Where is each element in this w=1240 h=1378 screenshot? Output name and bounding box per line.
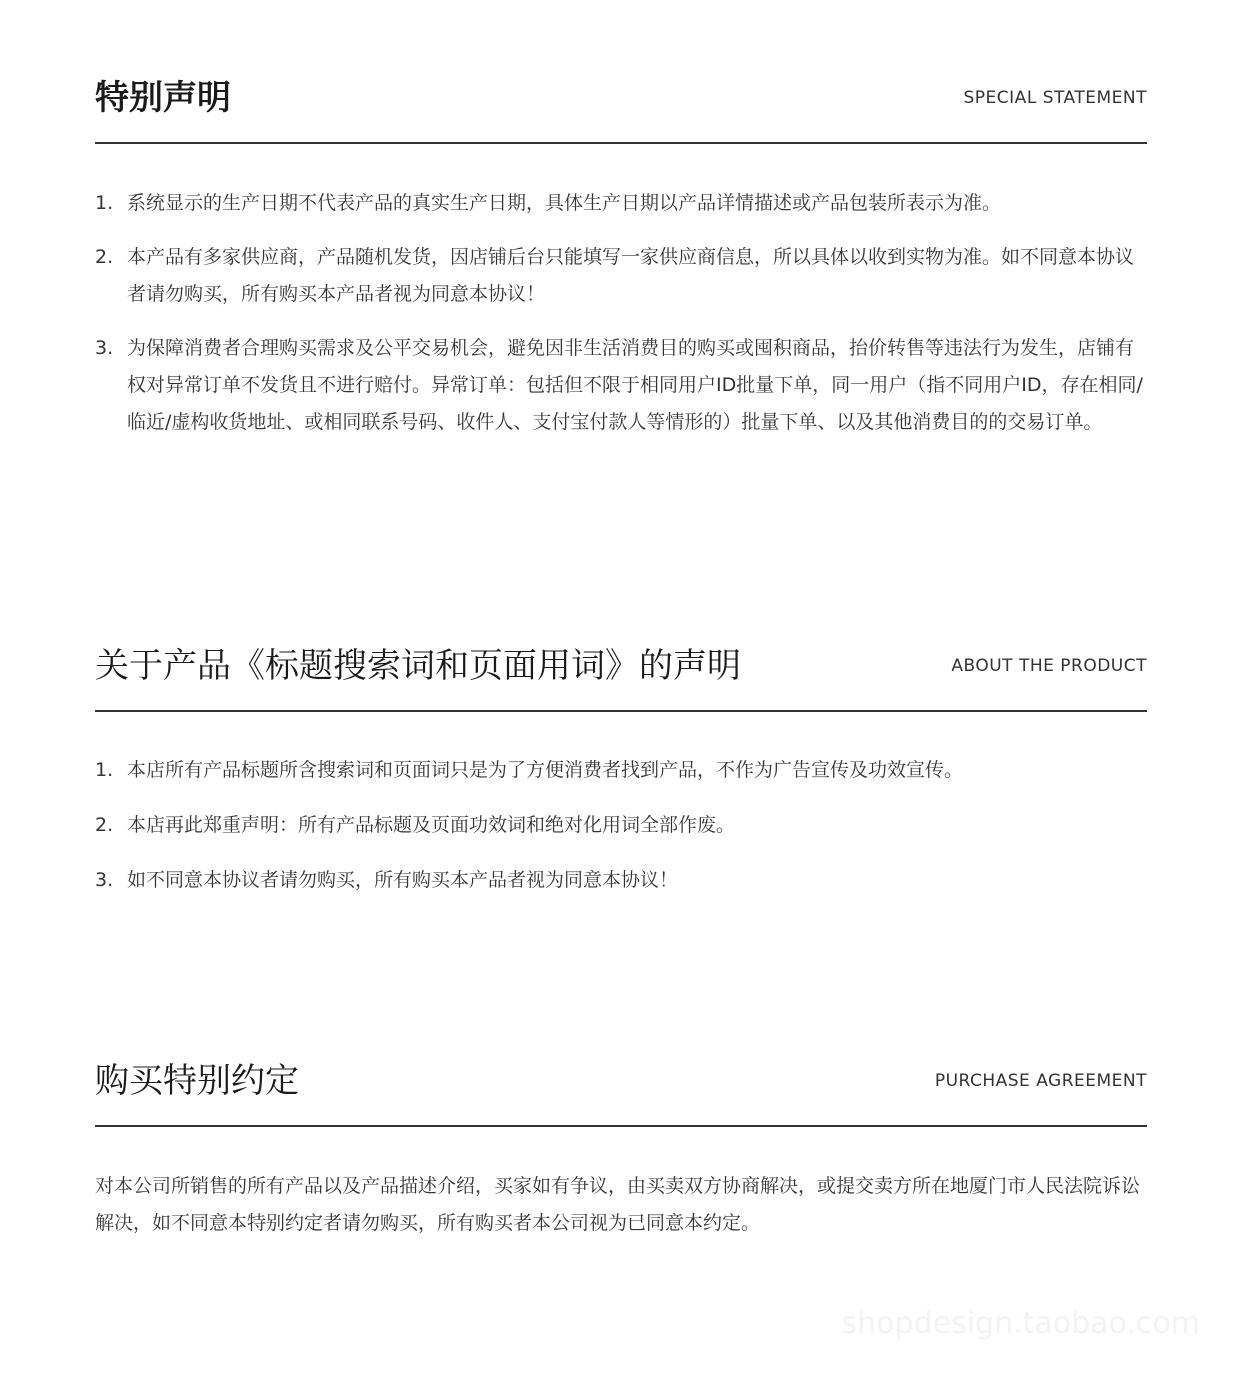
section-title: 购买特别约定 bbox=[95, 1061, 299, 1101]
item-text: 为保障消费者合理购买需求及公平交易机会，避免因非生活消费目的购买或囤积商品，抬价转售等违法行为发生，店铺有权对异常订单不发货且不进行赔付。异常订单：包括但不限于相同用户ID批量下单，同一用户（指不同用户ID，存在相同/临近/虚构收货地址、或相同联系号码、收件人、支付宝付款人等情形的）批量下单、以及其他消费目的的交易订单。 bbox=[127, 337, 1143, 433]
section-header bbox=[95, 646, 1147, 712]
item-number: 2. bbox=[95, 814, 114, 836]
section-subtitle: PURCHASE AGREEMENT bbox=[934, 1071, 1147, 1091]
item-text: 本产品有多家供应商，产品随机发货，因店铺后台只能填写一家供应商信息，所以具体以收到实物为准。如不同意本协议者请勿购买，所有购买本产品者视为同意本协议！ bbox=[127, 246, 1135, 305]
item-text: 如不同意本协议者请勿购买，所有购买本产品者视为同意本协议！ bbox=[127, 869, 679, 891]
section-header bbox=[95, 1061, 1147, 1127]
item-number: 2. bbox=[95, 246, 114, 268]
statement-list bbox=[95, 185, 1147, 441]
section-subtitle: ABOUT THE PRODUCT bbox=[951, 656, 1147, 676]
item-number: 1. bbox=[95, 759, 114, 781]
section-subtitle: SPECIAL STATEMENT bbox=[963, 88, 1147, 108]
item-number: 1. bbox=[95, 192, 114, 214]
item-text: 本店所有产品标题所含搜索词和页面词只是为了方便消费者找到产品，不作为广告宣传及功效宣传。 bbox=[127, 759, 964, 781]
list-item bbox=[95, 185, 1147, 222]
item-text: 系统显示的生产日期不代表产品的真实生产日期，具体生产日期以产品详情描述或产品包装所表示为准。 bbox=[127, 192, 1002, 214]
list-item bbox=[95, 239, 1147, 313]
list-item bbox=[95, 752, 1147, 789]
section-title: 特别声明 bbox=[95, 78, 231, 118]
section-header bbox=[95, 78, 1147, 144]
list-item bbox=[95, 330, 1147, 441]
item-number: 3. bbox=[95, 869, 114, 891]
purchase-agreement-section bbox=[95, 1061, 1147, 1242]
special-statement-section bbox=[95, 78, 1147, 458]
agreement-paragraph: 对本公司所销售的所有产品以及产品描述介绍，买家如有争议，由买卖双方协商解决，或提交卖方所在地厦门市人民法院诉讼解决，如不同意本特别约定者请勿购买，所有购买者本公司视为已同意本约定。 bbox=[95, 1175, 1141, 1234]
about-product-section bbox=[95, 646, 1147, 917]
item-number: 3. bbox=[95, 337, 114, 359]
list-item bbox=[95, 807, 1147, 844]
watermark: shopdesign.taobao.com bbox=[841, 1306, 1200, 1341]
list-item bbox=[95, 862, 1147, 899]
item-text: 本店再此郑重声明：所有产品标题及页面功效词和绝对化用词全部作废。 bbox=[127, 814, 736, 836]
statement-list bbox=[95, 752, 1147, 899]
section-title: 关于产品《标题搜索词和页面用词》的声明 bbox=[95, 646, 741, 686]
